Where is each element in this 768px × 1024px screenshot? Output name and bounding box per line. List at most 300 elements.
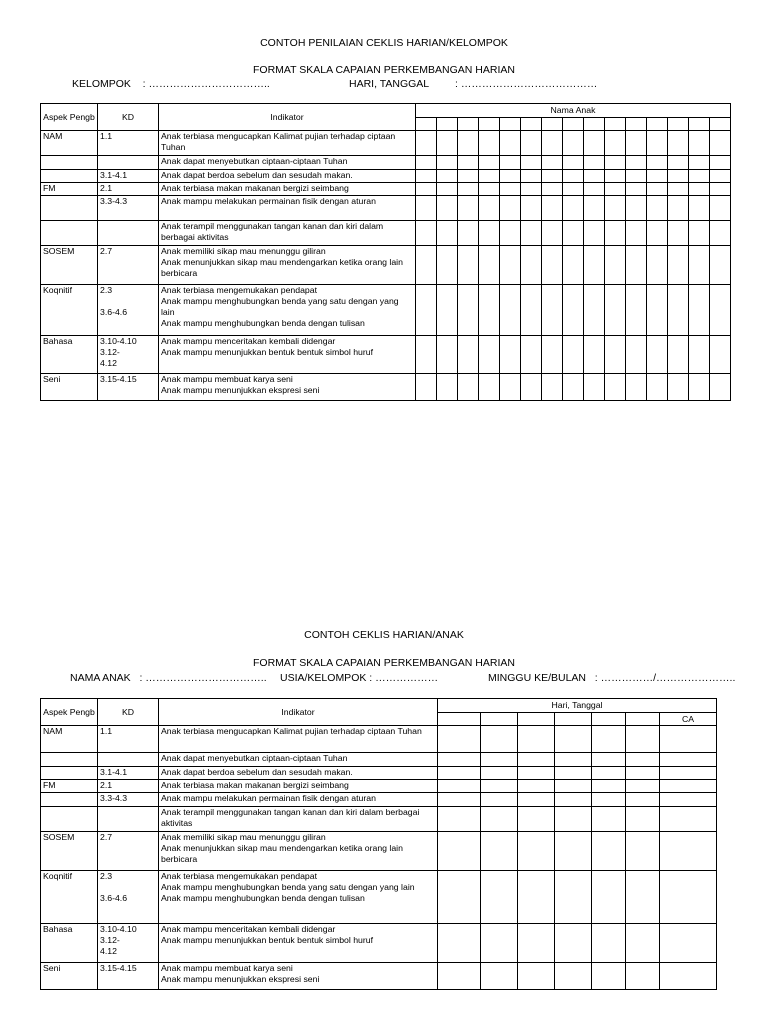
check-cell[interactable] [521,131,542,156]
check-cell[interactable] [438,767,481,780]
check-cell[interactable] [605,156,626,170]
check-cell[interactable] [563,374,584,401]
check-cell[interactable] [660,753,717,767]
check-cell[interactable] [584,285,605,336]
kd-cell: 2.1 [98,183,159,196]
check-cell[interactable] [660,807,717,832]
indikator-cell: Anak mampu menceritakan kembali didengar Anak mampu menunjukkan bentuk bentuk simbol huruf [159,924,438,963]
check-cell[interactable] [438,963,481,990]
check-cell[interactable] [438,753,481,767]
check-cell[interactable] [626,336,647,374]
check-cell[interactable] [660,963,717,990]
check-cell[interactable] [416,246,437,285]
check-cell[interactable] [500,170,521,183]
check-cell[interactable] [605,131,626,156]
check-cell[interactable] [555,807,592,832]
check-cell[interactable] [500,285,521,336]
aspek-cell: Seni [41,963,98,990]
day-header-cell[interactable] [555,713,592,726]
check-cell[interactable] [438,780,481,793]
aspek-cell: NAM [41,131,98,156]
check-cell[interactable] [626,156,647,170]
check-cell[interactable] [660,924,717,963]
table-row [41,832,717,871]
table-row [41,807,717,832]
check-cell[interactable] [592,780,626,793]
kd-cell: 3.15-4.15 [98,963,159,990]
indikator-cell: Anak memiliki sikap mau menunggu giliran Anak menunjukkan sikap mau mendengarkan ketika orang lain berbicara [159,832,438,871]
check-cell[interactable] [584,183,605,196]
check-cell[interactable] [518,793,555,807]
check-cell[interactable] [458,183,479,196]
check-cell[interactable] [647,374,668,401]
check-cell[interactable] [647,285,668,336]
aspek-cell: Koqnitif [41,871,98,924]
check-cell[interactable] [438,832,481,871]
check-cell[interactable] [555,793,592,807]
check-cell[interactable] [626,196,647,221]
check-cell[interactable] [437,374,458,401]
check-cell[interactable] [437,131,458,156]
check-cell[interactable] [710,170,731,183]
check-cell[interactable] [518,726,555,753]
check-cell[interactable] [668,156,689,170]
check-cell[interactable] [563,196,584,221]
check-cell[interactable] [584,374,605,401]
check-cell[interactable] [479,221,500,246]
check-cell[interactable] [416,196,437,221]
check-cell[interactable] [555,753,592,767]
check-cell[interactable] [605,374,626,401]
check-cell[interactable] [689,196,710,221]
check-cell[interactable] [668,183,689,196]
check-cell[interactable] [647,221,668,246]
check-cell[interactable] [563,183,584,196]
check-cell[interactable] [647,170,668,183]
check-cell[interactable] [542,156,563,170]
check-cell[interactable] [626,183,647,196]
indikator-cell: Anak mampu menceritakan kembali didengar Anak mampu menunjukkan bentuk bentuk simbol huruf [159,336,416,374]
kd-cell: 3.3-4.3 [98,793,159,807]
check-cell[interactable] [542,183,563,196]
check-cell[interactable] [542,221,563,246]
check-cell[interactable] [626,726,660,753]
check-cell[interactable] [660,726,717,753]
check-cell[interactable] [660,780,717,793]
check-cell[interactable] [592,832,626,871]
check-cell[interactable] [458,196,479,221]
col-header-indikator: Indikator [159,104,416,131]
check-cell[interactable] [542,246,563,285]
check-cell[interactable] [626,285,647,336]
aspek-cell: Bahasa [41,924,98,963]
check-cell[interactable] [416,156,437,170]
check-cell[interactable] [500,131,521,156]
check-cell[interactable] [710,221,731,246]
check-cell[interactable] [710,374,731,401]
check-cell[interactable] [668,246,689,285]
table-row [41,753,717,767]
check-cell[interactable] [710,246,731,285]
check-cell[interactable] [479,183,500,196]
check-cell[interactable] [668,131,689,156]
check-cell[interactable] [592,726,626,753]
check-cell[interactable] [660,871,717,924]
child-name-header-cell[interactable] [626,118,647,131]
check-cell[interactable] [518,807,555,832]
form1-kelompok-field[interactable]: KELOMPOK : …………………………….. [72,78,270,90]
check-cell[interactable] [481,871,518,924]
check-cell[interactable] [668,170,689,183]
check-cell[interactable] [710,336,731,374]
check-cell[interactable] [518,780,555,793]
check-cell[interactable] [479,374,500,401]
check-cell[interactable] [668,221,689,246]
check-cell[interactable] [416,285,437,336]
aspek-cell [41,807,98,832]
kd-cell: 3.3-4.3 [98,196,159,221]
check-cell[interactable] [710,196,731,221]
check-cell[interactable] [438,807,481,832]
child-name-header-cell[interactable] [521,118,542,131]
check-cell[interactable] [647,246,668,285]
check-cell[interactable] [437,156,458,170]
kd-cell: 2.1 [98,780,159,793]
check-cell[interactable] [605,285,626,336]
child-name-header-cell[interactable] [605,118,626,131]
check-cell[interactable] [521,183,542,196]
check-cell[interactable] [438,924,481,963]
check-cell[interactable] [626,780,660,793]
check-cell[interactable] [437,246,458,285]
check-cell[interactable] [668,336,689,374]
kd-cell: 3.15-4.15 [98,374,159,401]
check-cell[interactable] [458,336,479,374]
child-name-header-cell[interactable] [689,118,710,131]
check-cell[interactable] [542,285,563,336]
indikator-cell: Anak terbiasa makan makanan bergizi seimbang [159,780,438,793]
indikator-cell: Anak terampil menggunakan tangan kanan dan kiri dalam berbagai aktivitas [159,807,438,832]
check-cell[interactable] [521,374,542,401]
day-header-cell[interactable] [438,713,481,726]
table-row [41,221,731,246]
check-cell[interactable] [479,336,500,374]
check-cell[interactable] [518,753,555,767]
check-cell[interactable] [592,753,626,767]
check-cell[interactable] [458,374,479,401]
check-cell[interactable] [626,246,647,285]
check-cell[interactable] [563,131,584,156]
check-cell[interactable] [689,374,710,401]
check-cell[interactable] [518,767,555,780]
check-cell[interactable] [481,807,518,832]
check-cell[interactable] [626,793,660,807]
table-row [41,156,731,170]
check-cell[interactable] [563,156,584,170]
check-cell[interactable] [668,285,689,336]
check-cell[interactable] [555,832,592,871]
day-header-cell[interactable] [518,713,555,726]
kd-cell [98,807,159,832]
check-cell[interactable] [668,196,689,221]
check-cell[interactable] [521,246,542,285]
child-name-header-cell[interactable] [416,118,437,131]
check-cell[interactable] [437,183,458,196]
check-cell[interactable] [626,374,647,401]
check-cell[interactable] [626,963,660,990]
check-cell[interactable] [563,246,584,285]
check-cell[interactable] [500,221,521,246]
check-cell[interactable] [689,170,710,183]
form2-subtitle: FORMAT SKALA CAPAIAN PERKEMBANGAN HARIAN [253,657,515,669]
check-cell[interactable] [438,726,481,753]
check-cell[interactable] [481,780,518,793]
aspek-cell: SOSEM [41,246,98,285]
check-cell[interactable] [479,196,500,221]
check-cell[interactable] [458,221,479,246]
form2-nama-anak-field[interactable]: NAMA ANAK : …………………………….. [70,672,267,684]
day-header-cell[interactable] [626,713,660,726]
aspek-cell: Bahasa [41,336,98,374]
check-cell[interactable] [660,832,717,871]
check-cell[interactable] [592,767,626,780]
check-cell[interactable] [458,131,479,156]
check-cell[interactable] [647,156,668,170]
check-cell[interactable] [626,767,660,780]
check-cell[interactable] [626,807,660,832]
child-name-header-cell[interactable] [437,118,458,131]
check-cell[interactable] [605,196,626,221]
aspek-cell: Seni [41,374,98,401]
aspek-cell [41,156,98,170]
check-cell[interactable] [518,832,555,871]
check-cell[interactable] [521,170,542,183]
check-cell[interactable] [626,832,660,871]
check-cell[interactable] [500,336,521,374]
check-cell[interactable] [479,131,500,156]
check-cell[interactable] [437,221,458,246]
check-cell[interactable] [555,726,592,753]
check-cell[interactable] [479,170,500,183]
check-cell[interactable] [542,170,563,183]
check-cell[interactable] [563,285,584,336]
child-name-header-cell[interactable] [542,118,563,131]
check-cell[interactable] [710,156,731,170]
check-cell[interactable] [689,221,710,246]
check-cell[interactable] [584,131,605,156]
table-row [41,374,731,401]
check-cell[interactable] [584,221,605,246]
col-header-indikator: Indikator [159,699,438,726]
check-cell[interactable] [481,963,518,990]
check-cell[interactable] [689,336,710,374]
aspek-cell: Koqnitif [41,285,98,336]
child-name-header-cell[interactable] [563,118,584,131]
aspek-cell: NAM [41,726,98,753]
check-cell[interactable] [555,780,592,793]
check-cell[interactable] [626,871,660,924]
indikator-cell: Anak mampu membuat karya seni Anak mampu menunjukkan ekspresi seni [159,963,438,990]
check-cell[interactable] [481,832,518,871]
check-cell[interactable] [518,871,555,924]
check-cell[interactable] [584,196,605,221]
check-cell[interactable] [458,285,479,336]
check-cell[interactable] [479,285,500,336]
check-cell[interactable] [521,196,542,221]
check-cell[interactable] [555,924,592,963]
check-cell[interactable] [416,336,437,374]
check-cell[interactable] [626,753,660,767]
table-row [41,793,717,807]
check-cell[interactable] [563,221,584,246]
check-cell[interactable] [521,156,542,170]
child-name-header-cell[interactable] [458,118,479,131]
table-row [41,170,731,183]
indikator-cell: Anak mampu melakukan permainan fisik dengan aturan [159,196,416,221]
check-cell[interactable] [584,170,605,183]
check-cell[interactable] [592,793,626,807]
check-cell[interactable] [647,336,668,374]
check-cell[interactable] [437,170,458,183]
check-cell[interactable] [481,767,518,780]
check-cell[interactable] [500,246,521,285]
check-cell[interactable] [416,183,437,196]
check-cell[interactable] [437,336,458,374]
check-cell[interactable] [458,170,479,183]
check-cell[interactable] [458,246,479,285]
col-header-nama-anak: Nama Anak [416,104,731,118]
check-cell[interactable] [563,170,584,183]
check-cell[interactable] [479,156,500,170]
check-cell[interactable] [689,131,710,156]
check-cell[interactable] [689,156,710,170]
child-name-header-cell[interactable] [668,118,689,131]
check-cell[interactable] [710,285,731,336]
check-cell[interactable] [605,246,626,285]
check-cell[interactable] [458,156,479,170]
table-row [41,780,717,793]
check-cell[interactable] [500,156,521,170]
check-cell[interactable] [500,183,521,196]
check-cell[interactable] [542,336,563,374]
check-cell[interactable] [592,924,626,963]
check-cell[interactable] [584,156,605,170]
check-cell[interactable] [416,374,437,401]
aspek-cell: SOSEM [41,832,98,871]
indikator-cell: Anak terampil menggunakan tangan kanan dan kiri dalam berbagai aktivitas [159,221,416,246]
check-cell[interactable] [626,924,660,963]
child-name-header-cell[interactable] [710,118,731,131]
check-cell[interactable] [416,221,437,246]
form1-checklist-table [40,103,731,401]
check-cell[interactable] [500,374,521,401]
check-cell[interactable] [605,170,626,183]
day-header-cell[interactable] [592,713,626,726]
indikator-cell: Anak terbiasa mengucapkan Kalimat pujian terhadap ciptaan Tuhan [159,131,416,156]
check-cell[interactable] [521,221,542,246]
check-cell[interactable] [500,196,521,221]
check-cell[interactable] [437,196,458,221]
check-cell[interactable] [416,131,437,156]
check-cell[interactable] [481,753,518,767]
form2-checklist-table [40,698,717,990]
check-cell[interactable] [689,285,710,336]
aspek-cell: FM [41,780,98,793]
form1-hari-tanggal-field[interactable]: HARI, TANGGAL : ………………………………… [349,78,598,90]
check-cell[interactable] [689,246,710,285]
check-cell[interactable] [592,807,626,832]
check-cell[interactable] [481,793,518,807]
check-cell[interactable] [584,246,605,285]
check-cell[interactable] [438,871,481,924]
child-name-header-cell[interactable] [647,118,668,131]
check-cell[interactable] [592,871,626,924]
check-cell[interactable] [563,336,584,374]
check-cell[interactable] [521,336,542,374]
check-cell[interactable] [647,183,668,196]
check-cell[interactable] [647,131,668,156]
aspek-cell [41,221,98,246]
check-cell[interactable] [555,963,592,990]
check-cell[interactable] [481,924,518,963]
child-name-header-cell[interactable] [500,118,521,131]
check-cell[interactable] [626,170,647,183]
check-cell[interactable] [626,221,647,246]
day-header-cell[interactable] [481,713,518,726]
check-cell[interactable] [660,793,717,807]
check-cell[interactable] [542,374,563,401]
check-cell[interactable] [481,726,518,753]
check-cell[interactable] [518,963,555,990]
check-cell[interactable] [647,196,668,221]
check-cell[interactable] [555,767,592,780]
check-cell[interactable] [689,183,710,196]
check-cell[interactable] [555,871,592,924]
indikator-cell: Anak terbiasa mengucapkan Kalimat pujian terhadap ciptaan Tuhan [159,726,438,753]
check-cell[interactable] [605,221,626,246]
check-cell[interactable] [710,183,731,196]
check-cell[interactable] [518,924,555,963]
check-cell[interactable] [479,246,500,285]
child-name-header-cell[interactable] [479,118,500,131]
check-cell[interactable] [521,285,542,336]
table-row [41,767,717,780]
child-name-header-cell[interactable] [584,118,605,131]
check-cell[interactable] [710,131,731,156]
form2-title: CONTOH CEKLIS HARIAN/ANAK [304,629,464,641]
check-cell[interactable] [437,285,458,336]
check-cell[interactable] [626,131,647,156]
kd-cell: 2.3 3.6-4.6 [98,285,159,336]
kd-cell: 3.1-4.1 [98,170,159,183]
check-cell[interactable] [668,374,689,401]
form1-title: CONTOH PENILAIAN CEKLIS HARIAN/KELOMPOK [260,37,508,49]
form2-usia-kelompok-field[interactable]: USIA/KELOMPOK : ……………… [280,672,439,684]
check-cell[interactable] [542,131,563,156]
check-cell[interactable] [438,793,481,807]
check-cell[interactable] [542,196,563,221]
check-cell[interactable] [592,963,626,990]
check-cell[interactable] [584,336,605,374]
check-cell[interactable] [416,170,437,183]
kd-cell: 3.10-4.10 3.12- 4.12 [98,924,159,963]
check-cell[interactable] [660,767,717,780]
check-cell[interactable] [605,183,626,196]
indikator-cell: Anak dapat menyebutkan ciptaan-ciptaan Tuhan [159,156,416,170]
check-cell[interactable] [605,336,626,374]
form2-minggu-bulan-field[interactable]: MINGGU KE/BULAN : ……………/………………….. [488,672,736,684]
kd-cell: 1.1 [98,131,159,156]
